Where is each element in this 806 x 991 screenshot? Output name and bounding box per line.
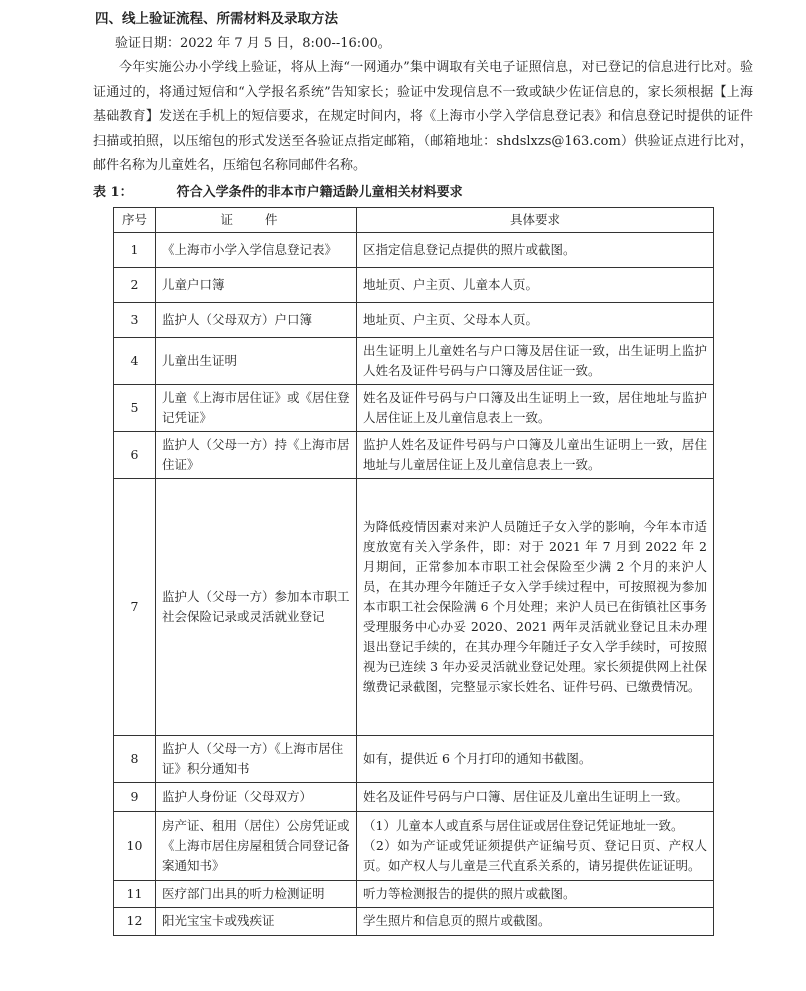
row-document: 监护人（父母一方）持《上海市居住证》 <box>156 431 357 478</box>
row-no: 5 <box>114 384 156 431</box>
row-requirement: 出生证明上儿童姓名与户口簿及居住证一致，出生证明上监护人姓名及证件号码与户口簿及居住证一致。 <box>357 337 714 384</box>
row-requirement: 区指定信息登记点提供的照片或截图。 <box>357 232 714 267</box>
table-row <box>114 384 714 431</box>
table-caption-title: 符合入学条件的非本市户籍适龄儿童相关材料要求 <box>176 184 463 200</box>
table-row <box>114 880 714 907</box>
row-no: 11 <box>114 880 156 907</box>
row-no: 1 <box>114 232 156 267</box>
table-caption <box>93 182 758 204</box>
row-requirement: 听力等检测报告的提供的照片或截图。 <box>357 880 714 907</box>
row-no: 2 <box>114 267 156 302</box>
header-no: 序号 <box>114 207 156 232</box>
row-no: 6 <box>114 431 156 478</box>
row-document: 儿童户口簿 <box>156 267 357 302</box>
table-row <box>114 337 714 384</box>
header-document: 证 件 <box>156 207 357 232</box>
row-document: 监护人（父母一方）《上海市居住证》积分通知书 <box>156 735 357 782</box>
table-row <box>114 811 714 880</box>
requirement-line: （1）儿童本人或直系与居住证或居住登记凭证地址一致。 <box>363 817 684 833</box>
row-requirement: 监护人姓名及证件号码与户口簿及儿童出生证明上一致，居住地址与儿童居住证上及儿童信息表上一致。 <box>357 431 714 478</box>
row-requirement: 如有，提供近 6 个月打印的通知书截图。 <box>357 735 714 782</box>
row-document: 医疗部门出具的听力检测证明 <box>156 880 357 907</box>
row-requirement: 为降低疫情因素对来沪人员随迁子女入学的影响，今年本市适度放宽有关入学条件，即：对于 2021 年 7 月到 2022 年 2 月期间，正常参加本市职工社会保险至少满 2 个月的来沪人员，在其办理今年随迁子女入学手续过程中，可按照视为参加本市职工社会保险满 6 个月处理；来沪人员已在街镇社区事务受理服务中心办妥 2020、2021 两年灵活就业登记且未办理退出登记手续的，在其办理今年随迁子女入学手续时，可按照视为已连续 3 年办妥灵活就业登记处理。家长须提供网上社保缴费记录截图，完整显示家长姓名、证件号码、已缴费情况。 <box>357 478 714 735</box>
row-document: 阳光宝宝卡或残疾证 <box>156 907 357 935</box>
table-row <box>114 782 714 811</box>
row-no: 9 <box>114 782 156 811</box>
row-no: 7 <box>114 478 156 735</box>
section-heading: 四、线上验证流程、所需材料及录取方法 <box>95 11 338 27</box>
table-row <box>114 232 714 267</box>
row-document: 监护人（父母双方）户口簿 <box>156 302 357 337</box>
table-row <box>114 431 714 478</box>
requirement-line: （2）如为产证或凭证须提供产证编号页、登记日页、产权人页。如产权人与儿童是三代直系关系的，请另提供佐证证明。 <box>363 837 707 873</box>
row-requirement: 姓名及证件号码与户口簿、居住证及儿童出生证明上一致。 <box>357 782 714 811</box>
table-row <box>114 267 714 302</box>
table-row <box>114 478 714 735</box>
materials-table <box>113 207 714 936</box>
header-requirement: 具体要求 <box>357 207 714 232</box>
row-requirement: 学生照片和信息页的照片或截图。 <box>357 907 714 935</box>
row-requirement: 地址页、户主页、儿童本人页。 <box>357 267 714 302</box>
row-no: 3 <box>114 302 156 337</box>
row-requirement <box>357 811 714 880</box>
table-caption-label: 表 1： <box>93 184 133 200</box>
verification-date: 验证日期：2022 年 7 月 5 日，8:00--16:00。 <box>115 36 391 51</box>
table-row <box>114 735 714 782</box>
row-document: 房产证、租用（居住）公房凭证或《上海市居住房屋租赁合同登记备案通知书》 <box>156 811 357 880</box>
row-requirement: 姓名及证件号码与户口簿及出生证明上一致，居住地址与监护人居住证上及儿童信息表上一致。 <box>357 384 714 431</box>
row-document: 监护人身份证（父母双方） <box>156 782 357 811</box>
row-document: 《上海市小学入学信息登记表》 <box>156 232 357 267</box>
table-header-row <box>114 207 714 232</box>
table-row <box>114 907 714 935</box>
row-document: 监护人（父母一方）参加本市职工社会保险记录或灵活就业登记 <box>156 478 357 735</box>
table-row <box>114 302 714 337</box>
row-no: 8 <box>114 735 156 782</box>
instructions-paragraph: 今年实施公办小学线上验证，将从上海“一网通办”集中调取有关电子证照信息，对已登记的信息进行比对。验证通过的，将通过短信和“入学报名系统”告知家长；验证中发现信息不一致或缺少佐证信息的，家长须根据【上海基础教育】发送在手机上的短信要求，在规定时间内，将《上海市小学入学信息登记表》和信息登记时提供的证件扫描或拍照，以压缩包的形式发送至各验证点指定邮箱，（邮箱地址：shdslxzs@163.com）供验证点进行比对，邮件名称为儿童姓名，压缩包名称同邮件名称。 <box>93 60 753 173</box>
row-no: 10 <box>114 811 156 880</box>
row-document: 儿童出生证明 <box>156 337 357 384</box>
row-document: 儿童《上海市居住证》或《居住登记凭证》 <box>156 384 357 431</box>
row-requirement: 地址页、户主页、父母本人页。 <box>357 302 714 337</box>
row-no: 4 <box>114 337 156 384</box>
row-no: 12 <box>114 907 156 935</box>
